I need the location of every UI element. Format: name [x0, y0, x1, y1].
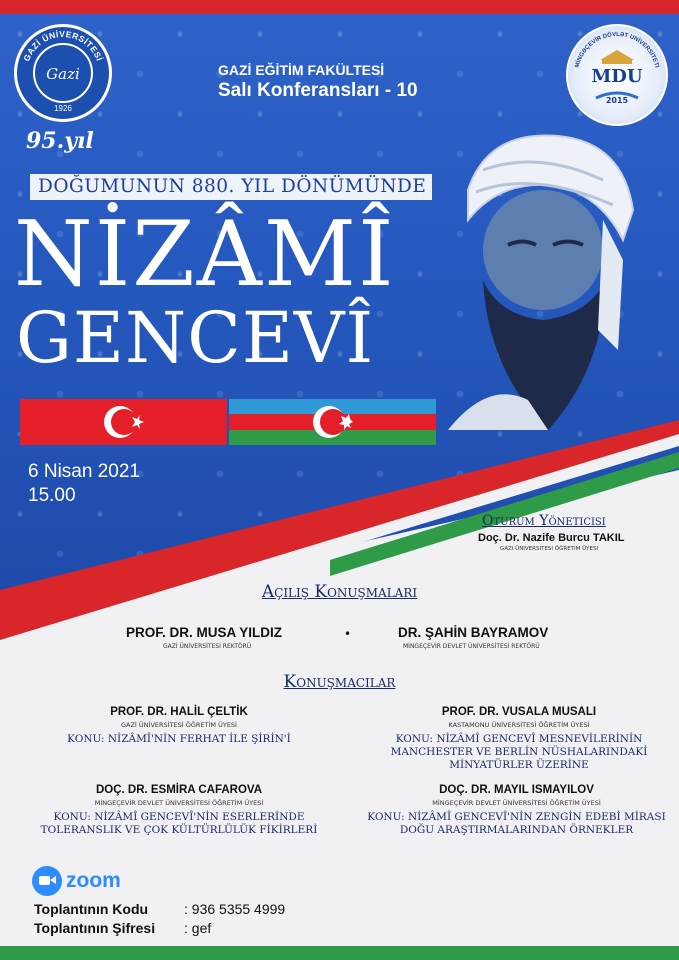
mdu-logo-year: 2015 — [605, 96, 629, 105]
gazi-logo-year: 1926 — [54, 104, 72, 113]
bottom-green-strip — [0, 946, 679, 960]
speaker-name: PROF. DR. VUSALA MUSALI — [441, 706, 597, 718]
speakers-heading: Konuşmacılar — [283, 672, 396, 692]
moderator-role: GAZI ÜNIVERSITESI ÖĞRETIM ÜYESI — [500, 546, 599, 552]
anniversary-mark: 95.yıl — [26, 128, 94, 154]
speaker-role: MİNGEÇEVİR DEVLET ÜNİVERSİTESİ ÖĞRETİM ÜYESİ — [94, 799, 264, 807]
anniversary-subtitle: DOĞUMUNUN 880. YIL DÖNÜMÜNDE — [30, 174, 432, 200]
speaker-topic: KONU: NİZÂMÎ GENCEVÎ'NİN ESERLERİNDE TOLERANSLIK VE ÇOK KÜLTÜRLÜLÜK FİKİRLERİ — [40, 811, 318, 836]
speaker-topic: KONU: NİZÂMÎ GENCEVÎ'NİN ZENGİN EDEBİ MİRASI DOĞU ARAŞTIRMALARINDAN ÖRNEKLER — [367, 811, 666, 836]
meeting-password-label: Toplantının Şifresi — [34, 920, 156, 936]
video-camera-icon — [32, 866, 62, 896]
mdu-logo-initials: MDU — [591, 66, 643, 87]
mdu-logo-ring-text: MİNGƏÇEVİR DÖVLƏT UNİVERSİTETİ — [574, 31, 660, 69]
opening-speaker-name: DR. ŞAHİN BAYRAMOV — [398, 625, 549, 640]
meeting-code-label: Toplantının Kodu — [34, 901, 149, 917]
speaker-name: DOÇ. DR. ESMİRA CAFAROVA — [95, 784, 263, 796]
opening-speaker-role: GAZİ ÜNİVERSİTESİ REKTÖRÜ — [163, 643, 252, 650]
moderator-heading: Oturum Yöneticisi — [482, 513, 606, 529]
title-line-1: NİZÂMÎ — [14, 202, 396, 307]
gazi-logo-ring-text: GAZİ ÜNİVERSİTESİ — [21, 28, 105, 63]
meeting-code-value[interactable]: : 936 5355 4999 — [184, 901, 286, 917]
speaker-role: GAZİ ÜNİVERSİTESİ ÖĞRETİM ÜYESİ — [121, 721, 237, 729]
meeting-password-value[interactable]: : gef — [184, 920, 212, 936]
speaker-topic: KONU: NİZÂMÎ'NİN FERHAT İLE ŞİRİN'İ — [67, 733, 291, 745]
faculty-name: GAZİ EĞİTİM FAKÜLTESİ — [218, 62, 385, 78]
separator-dot: • — [344, 627, 352, 641]
zoom-wordmark: zoom — [66, 869, 121, 892]
opening-speaker-name: PROF. DR. MUSA YILDIZ — [126, 625, 283, 640]
event-time: 15.00 — [28, 485, 76, 506]
speaker-role: KASTAMONU ÜNİVERSİTESİ ÖĞRETİM ÜYESİ — [448, 721, 590, 729]
event-date: 6 Nisan 2021 — [28, 461, 140, 482]
speaker-name: PROF. DR. HALİL ÇELTİK — [110, 706, 248, 718]
zoom-logo — [32, 866, 121, 896]
speaker-block — [14, 784, 344, 837]
speaker-name: DOÇ. DR. MAYIL İSMAYILOV — [439, 784, 594, 796]
speaker-topic: KONU: NİZÂMÎ GENCEVÎ MESNEVİLERİNİN MANCHESTER VE BERLİN NÜSHALARINDAKİ MİNYATÜRLER ÜZERİNE — [390, 733, 648, 771]
speaker-block — [354, 706, 679, 772]
opening-speaker-role: MİNGEÇEVİR DEVLET ÜNİVERSİTESİ REKTÖRÜ — [403, 643, 540, 650]
speaker-block — [354, 784, 679, 837]
gazi-logo-signature: Gazi — [46, 65, 80, 83]
title-line-2: GENCEVÎ — [16, 297, 375, 379]
moderator-name: Doç. Dr. Nazife Burcu TAKIL — [478, 532, 625, 544]
opening-heading: Açılış Konuşmaları — [261, 582, 418, 602]
speaker-role: MİNGEÇEVİR DEVLET ÜNİVERSİTESİ ÖĞRETİM ÜYESİ — [432, 799, 601, 807]
speaker-block — [14, 706, 344, 746]
conference-series: Salı Konferansları - 10 — [218, 80, 418, 101]
